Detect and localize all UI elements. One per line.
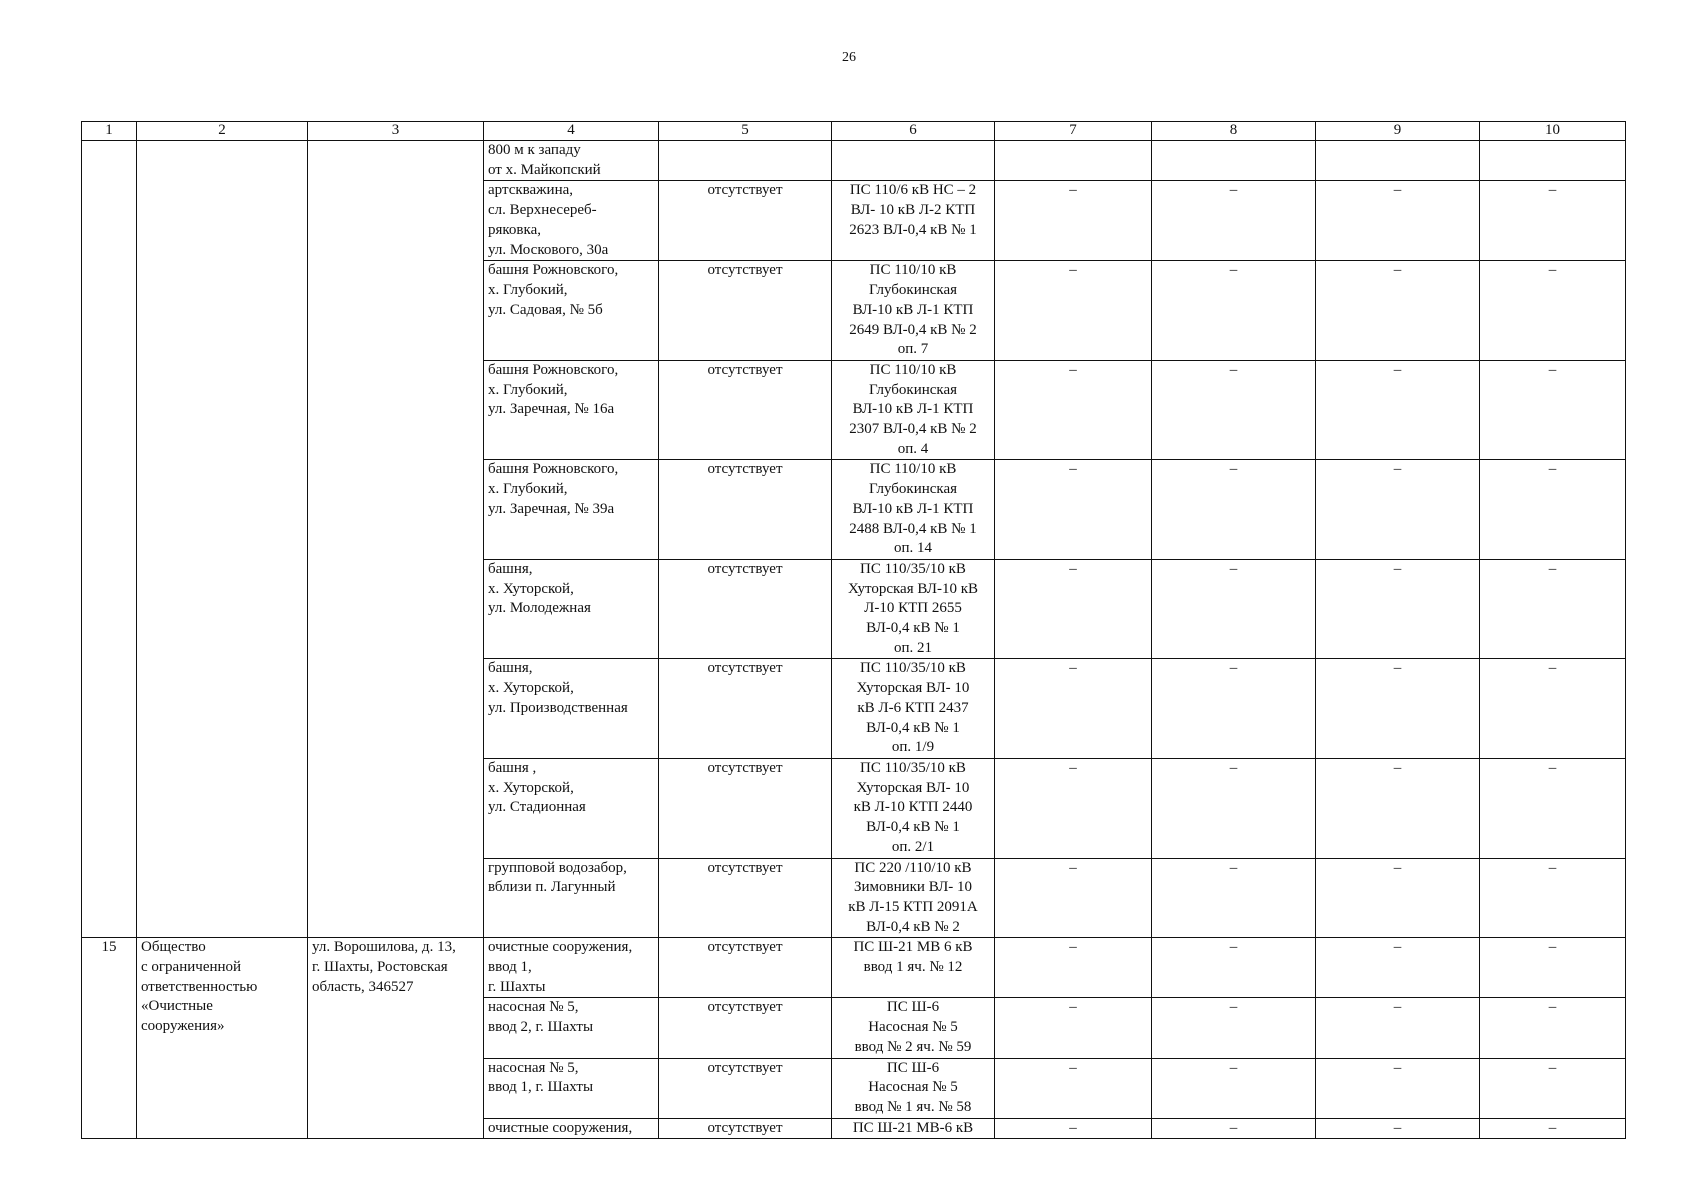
column-9-cell: – — [1316, 181, 1480, 261]
power-source-cell: ПС Ш-6 Насосная № 5 ввод № 2 яч. № 59 — [832, 998, 995, 1058]
column-number-7: 7 — [995, 122, 1152, 141]
column-5-cell: отсутствует — [659, 460, 832, 560]
data-table — [81, 121, 1626, 1139]
object-cell: групповой водозабор, вблизи п. Лагунный — [484, 858, 659, 938]
column-9-cell: – — [1316, 261, 1480, 361]
column-8-cell: – — [1152, 998, 1316, 1058]
power-source-cell: ПС Ш-21 МВ 6 кВ ввод 1 яч. № 12 — [832, 938, 995, 998]
power-source-cell: ПС 110/10 кВ Глубокинская ВЛ-10 кВ Л-1 КТП 2488 ВЛ-0,4 кВ № 1 оп. 14 — [832, 460, 995, 560]
object-cell: башня , х. Хуторской, ул. Стадионная — [484, 758, 659, 858]
power-source-cell: ПС 110/10 кВ Глубокинская ВЛ-10 кВ Л-1 КТП 2649 ВЛ-0,4 кВ № 2 оп. 7 — [832, 261, 995, 361]
column-10-cell: – — [1480, 181, 1626, 261]
column-7-cell: – — [995, 559, 1152, 659]
column-5-cell: отсутствует — [659, 559, 832, 659]
column-10-cell: – — [1480, 261, 1626, 361]
object-cell: 800 м к западу от х. Майкопский — [484, 141, 659, 181]
column-5-cell: отсутствует — [659, 998, 832, 1058]
column-7-cell: – — [995, 360, 1152, 460]
column-5-cell: отсутствует — [659, 938, 832, 998]
power-source-cell — [832, 141, 995, 181]
column-10-cell: – — [1480, 758, 1626, 858]
object-cell: башня Рожновского, х. Глубокий, ул. Садовая, № 5б — [484, 261, 659, 361]
column-10-cell: – — [1480, 1118, 1626, 1139]
object-cell: очистные сооружения, ввод 1, г. Шахты — [484, 938, 659, 998]
object-cell: башня, х. Хуторской, ул. Производственная — [484, 659, 659, 759]
object-cell: башня, х. Хуторской, ул. Молодежная — [484, 559, 659, 659]
column-5-cell: отсутствует — [659, 1058, 832, 1118]
column-5-cell — [659, 141, 832, 181]
column-number-10: 10 — [1480, 122, 1626, 141]
column-10-cell: – — [1480, 1058, 1626, 1118]
column-5-cell: отсутствует — [659, 261, 832, 361]
column-7-cell — [995, 141, 1152, 181]
power-source-cell: ПС Ш-6 Насосная № 5 ввод № 1 яч. № 58 — [832, 1058, 995, 1118]
column-10-cell: – — [1480, 938, 1626, 998]
power-source-cell: ПС 220 /110/10 кВ Зимовники ВЛ- 10 кВ Л-15 КТП 2091А ВЛ-0,4 кВ № 2 — [832, 858, 995, 938]
column-8-cell: – — [1152, 360, 1316, 460]
column-8-cell: – — [1152, 1058, 1316, 1118]
object-cell: башня Рожновского, х. Глубокий, ул. Заречная, № 16а — [484, 360, 659, 460]
row-number-cell — [82, 141, 137, 938]
column-7-cell: – — [995, 938, 1152, 998]
column-7-cell: – — [995, 758, 1152, 858]
column-5-cell: отсутствует — [659, 1118, 832, 1139]
table-row — [82, 141, 1626, 181]
column-8-cell: – — [1152, 181, 1316, 261]
column-number-1: 1 — [82, 122, 137, 141]
power-source-cell: ПС 110/35/10 кВ Хуторская ВЛ- 10 кВ Л-6 КТП 2437 ВЛ-0,4 кВ № 1 оп. 1/9 — [832, 659, 995, 759]
column-10-cell: – — [1480, 559, 1626, 659]
column-9-cell: – — [1316, 758, 1480, 858]
page-number: 26 — [842, 50, 856, 65]
object-cell: очистные сооружения, — [484, 1118, 659, 1139]
column-8-cell: – — [1152, 261, 1316, 361]
column-10-cell: – — [1480, 360, 1626, 460]
column-number-6: 6 — [832, 122, 995, 141]
object-cell: башня Рожновского, х. Глубокий, ул. Заречная, № 39а — [484, 460, 659, 560]
power-source-cell: ПС 110/6 кВ НС – 2 ВЛ- 10 кВ Л-2 КТП 2623 ВЛ-0,4 кВ № 1 — [832, 181, 995, 261]
column-10-cell — [1480, 141, 1626, 181]
column-7-cell: – — [995, 858, 1152, 938]
column-number-2: 2 — [137, 122, 308, 141]
table-row — [82, 938, 1626, 998]
column-8-cell: – — [1152, 460, 1316, 560]
column-number-4: 4 — [484, 122, 659, 141]
column-5-cell: отсутствует — [659, 659, 832, 759]
column-8-cell: – — [1152, 758, 1316, 858]
column-number-5: 5 — [659, 122, 832, 141]
column-5-cell: отсутствует — [659, 181, 832, 261]
organization-cell: Общество с ограниченной ответственностью «Очистные сооружения» — [137, 938, 308, 1139]
column-9-cell: – — [1316, 559, 1480, 659]
column-7-cell: – — [995, 460, 1152, 560]
column-9-cell: – — [1316, 998, 1480, 1058]
column-7-cell: – — [995, 1058, 1152, 1118]
column-8-cell — [1152, 141, 1316, 181]
column-5-cell: отсутствует — [659, 758, 832, 858]
column-9-cell: – — [1316, 1118, 1480, 1139]
column-number-3: 3 — [308, 122, 484, 141]
column-8-cell: – — [1152, 559, 1316, 659]
column-9-cell: – — [1316, 938, 1480, 998]
address-cell: ул. Ворошилова, д. 13, г. Шахты, Ростовская область, 346527 — [308, 938, 484, 1139]
column-5-cell: отсутствует — [659, 858, 832, 938]
object-cell: насосная № 5, ввод 1, г. Шахты — [484, 1058, 659, 1118]
power-source-cell: ПС 110/35/10 кВ Хуторская ВЛ- 10 кВ Л-10 КТП 2440 ВЛ-0,4 кВ № 1 оп. 2/1 — [832, 758, 995, 858]
column-7-cell: – — [995, 659, 1152, 759]
column-8-cell: – — [1152, 659, 1316, 759]
address-cell — [308, 141, 484, 938]
column-number-9: 9 — [1316, 122, 1480, 141]
column-5-cell: отсутствует — [659, 360, 832, 460]
power-source-cell: ПС 110/10 кВ Глубокинская ВЛ-10 кВ Л-1 КТП 2307 ВЛ-0,4 кВ № 2 оп. 4 — [832, 360, 995, 460]
column-number-8: 8 — [1152, 122, 1316, 141]
column-10-cell: – — [1480, 998, 1626, 1058]
table-header-row — [82, 122, 1626, 141]
column-9-cell: – — [1316, 460, 1480, 560]
power-source-cell: ПС 110/35/10 кВ Хуторская ВЛ-10 кВ Л-10 КТП 2655 ВЛ-0,4 кВ № 1 оп. 21 — [832, 559, 995, 659]
column-10-cell: – — [1480, 858, 1626, 938]
column-9-cell: – — [1316, 659, 1480, 759]
column-9-cell — [1316, 141, 1480, 181]
column-8-cell: – — [1152, 938, 1316, 998]
object-cell: насосная № 5, ввод 2, г. Шахты — [484, 998, 659, 1058]
row-number-cell: 15 — [82, 938, 137, 1139]
organization-cell — [137, 141, 308, 938]
column-7-cell: – — [995, 998, 1152, 1058]
object-cell: артскважина, сл. Верхнесереб- ряковка, ул. Москового, 30а — [484, 181, 659, 261]
column-9-cell: – — [1316, 858, 1480, 938]
column-9-cell: – — [1316, 360, 1480, 460]
column-10-cell: – — [1480, 460, 1626, 560]
column-10-cell: – — [1480, 659, 1626, 759]
power-source-cell: ПС Ш-21 МВ-6 кВ — [832, 1118, 995, 1139]
column-7-cell: – — [995, 1118, 1152, 1139]
column-7-cell: – — [995, 261, 1152, 361]
column-7-cell: – — [995, 181, 1152, 261]
column-8-cell: – — [1152, 858, 1316, 938]
column-8-cell: – — [1152, 1118, 1316, 1139]
column-9-cell: – — [1316, 1058, 1480, 1118]
